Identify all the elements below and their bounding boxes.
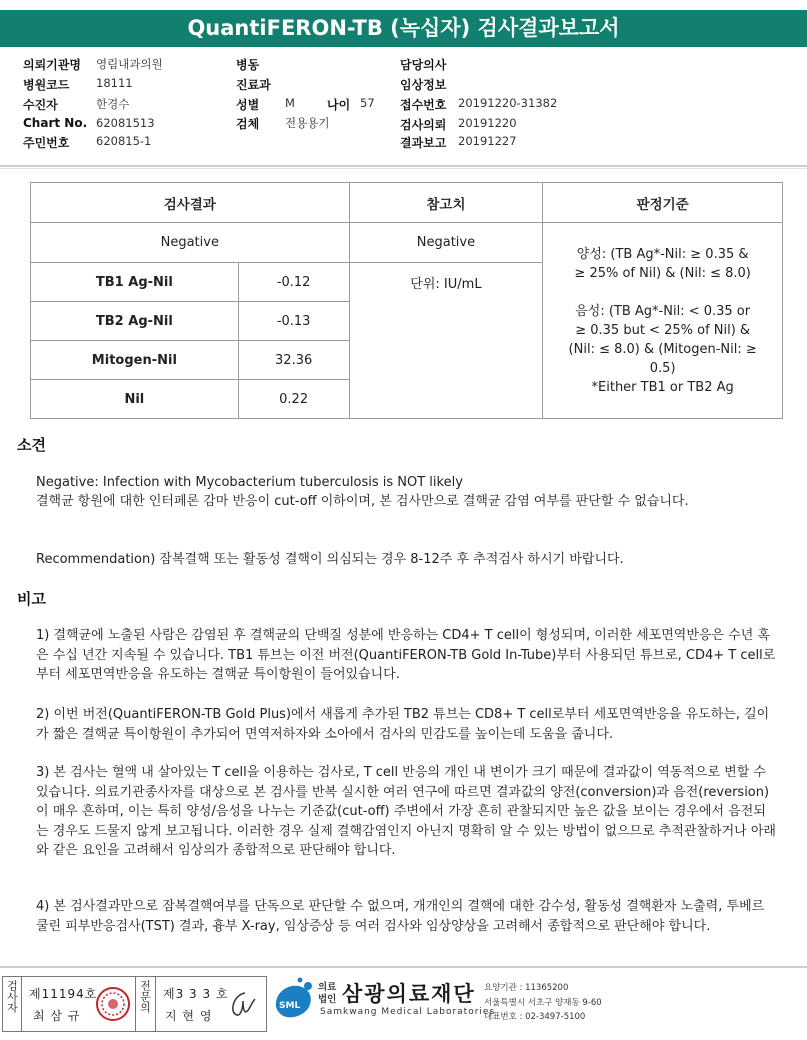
request-date-label: 검사의뢰	[400, 118, 447, 132]
overall-reference: Negative	[349, 223, 543, 263]
examiner-label	[3, 980, 21, 1016]
specimen-label: 검체	[236, 117, 260, 131]
hospital-label: 의뢰기관명	[23, 58, 81, 72]
reference-header: 참고치	[349, 183, 543, 223]
patient-label: 수진자	[23, 98, 58, 112]
org-prefix-2: 법인	[318, 994, 337, 1005]
specialist-label-text: 전문의	[138, 980, 152, 1013]
remark-paragraph-3: 3) 본 검사는 혈액 내 살아있는 T cell을 이용하는 검사로, T cell 반응의 개인 내 변이가 크기 때문에 결과값이 역동적으로 변할 수 있습니다. 의료기관종사자를 대상으로 본 검사를 반복 실시한 여러 연구에 따르면 결과값의 양전(conversion)과 음전(reversion)이 매우 흔하며, 이는 특히 양성/음성을 나누는 기준값(cut-off) 주변에서 가장 흔히 관찰되지만 높은 값을 보이는 경우에서 음전되는 경우도 드물지 않게 보고됩니다. 이러한 경우 실제 결핵감염인지 아닌지 명확히 알 수 있는 방법이 없으므로 추적관찰하거나 아래와 같은 요인을 고려해서 임상의가 종합적으로 판단해야 합니다.	[36, 765, 776, 858]
unit-label: 단위: IU/mL	[410, 277, 482, 292]
result-row-value: 32.36	[238, 341, 349, 380]
seal-icon	[95, 986, 131, 1022]
result-row-name: Nil	[31, 380, 239, 419]
criteria-cell	[543, 223, 783, 419]
receipt-no-value: 20191220-31382	[458, 96, 558, 110]
org-address: 서울특별시 서초구 양재동 9-60	[484, 998, 602, 1008]
chart-no-label: Chart No.	[23, 116, 88, 130]
request-date-value: 20191220	[458, 116, 517, 130]
ward-label: 병동	[236, 58, 260, 72]
sex-value: M	[285, 96, 295, 110]
receipt-no-label: 접수번호	[400, 98, 447, 112]
criteria-negative-line3: (Nil: ≤ 8.0) & (Mitogen-Nil: ≥	[568, 341, 757, 357]
findings-line1: Negative: Infection with Mycobacterium tuberculosis is NOT likely	[36, 475, 463, 490]
findings-line2: 결핵균 항원에 대한 인터페론 감마 반응이 cut-off 이하이며, 본 검사만으로 결핵균 감염 여부를 판단할 수 없습니다.	[36, 494, 689, 509]
remark-paragraph-2: 2) 이번 버전(QuantiFERON-TB Gold Plus)에서 새롭게 추가된 TB2 튜브는 CD8+ T cell로부터 세포면역반응을 유도하는, 길이가 짧은 결핵균 특이항원이 추가되어 면역저하자와 소아에서 검사의 민감도를 높이는데 도움을 줍니다.	[36, 707, 770, 742]
result-row-name: TB2 Ag-Nil	[31, 302, 239, 341]
specialist-license-no: 제3 3 3 호	[163, 987, 229, 1001]
org-phone: 대표번호 : 02-3497-5100	[484, 1012, 586, 1022]
hospital-code-label: 병원코드	[23, 78, 70, 92]
results-table	[30, 182, 783, 419]
signature-icon	[225, 987, 259, 1021]
resident-no-value: 620815-1	[96, 134, 152, 148]
hospital-code-value: 18111	[96, 76, 133, 90]
sex-label: 성별	[236, 98, 260, 112]
examiner-license-no: 제11194호	[29, 987, 98, 1001]
criteria-note: *Either TB1 or TB2 Ag	[591, 379, 734, 395]
overall-result: Negative	[31, 223, 350, 263]
sml-logo-icon	[270, 977, 316, 1027]
svg-text:SML: SML	[279, 1001, 301, 1011]
criteria-negative-line2: ≥ 0.35 but < 25% of Nil) &	[575, 322, 751, 338]
criteria-positive-line2: ≥ 25% of Nil) & (Nil: ≤ 8.0)	[574, 265, 751, 281]
result-header: 검사결과	[31, 183, 350, 223]
remark-paragraph-4: 4) 본 검사결과만으로 잠복결핵여부를 단독으로 판단할 수 없으며, 개개인의 결핵에 대한 감수성, 활동성 결핵환자 노출력, 투베르쿨린 피부반응검사(TST) 결과, 흉부 X-ray, 임상증상 등 여러 검사와 임상양상을 고려해서 종합적으로 판단해야 합니다.	[36, 899, 765, 934]
remark-paragraph-1: 1) 결핵균에 노출된 사람은 감염된 후 결핵균의 단백질 성분에 반응하는 CD4+ T cell이 형성되며, 이러한 세포면역반응은 수년 혹은 수십 년간 지속될 수 있습니다. TB1 튜브는 이전 버전(QuantiFERON-TB Gold In-Tube)부터 사용되던 튜브로, CD4+ T cell로부터 세포면역반응을 유도하는 결핵균 특이항원이 들어있습니다.	[36, 628, 776, 682]
result-row-value: -0.13	[238, 302, 349, 341]
specialist-label	[136, 980, 154, 1016]
criteria-negative-line4: 0.5)	[649, 360, 676, 376]
specimen-value: 전용용기	[285, 116, 330, 130]
patient-info-panel	[0, 47, 807, 167]
criteria-positive-line1: 양성: (TB Ag*-Nil: ≥ 0.35 &	[576, 246, 749, 262]
specialist-name: 지 현 영	[165, 1009, 213, 1023]
signature-box	[2, 976, 267, 1032]
org-name: 삼광의료재단	[342, 982, 476, 1006]
hospital-value: 영림내과의원	[96, 57, 163, 71]
examiner-label-text: 검사자	[5, 980, 19, 1013]
report-date-value: 20191227	[458, 134, 517, 148]
age-value: 57	[360, 96, 375, 110]
result-row-value: -0.12	[238, 263, 349, 302]
findings-recommendation: Recommendation) 잠복결핵 또는 활동성 결핵이 의심되는 경우 8-12주 후 추적검사 하시기 바랍니다.	[36, 552, 624, 567]
findings-title: 소견	[17, 436, 46, 454]
department-label: 진료과	[236, 78, 271, 92]
unit-cell	[349, 263, 543, 419]
resident-no-label: 주민번호	[23, 136, 70, 150]
result-row-name: TB1 Ag-Nil	[31, 263, 239, 302]
age-label: 나이	[327, 98, 351, 112]
criteria-header: 판정기준	[543, 183, 783, 223]
clinical-info-label: 임상정보	[400, 78, 447, 92]
institution-code: 요양기관 : 11365200	[484, 983, 569, 993]
chart-no-value: 62081513	[96, 116, 155, 130]
divider	[0, 168, 807, 169]
report-date-label: 결과보고	[400, 136, 447, 150]
org-english-name: Samkwang Medical Laboratories	[320, 1007, 496, 1017]
footer-divider	[0, 966, 807, 968]
criteria-negative-line1: 음성: (TB Ag*-Nil: < 0.35 or	[575, 303, 751, 319]
result-row-value: 0.22	[238, 380, 349, 419]
remarks-title: 비고	[17, 590, 46, 608]
report-title: QuantiFERON-TB (녹십자) 검사결과보고서	[0, 10, 807, 47]
doctor-label: 담당의사	[400, 58, 447, 72]
patient-value: 한경수	[96, 97, 130, 111]
result-row-name: Mitogen-Nil	[31, 341, 239, 380]
org-prefix-1: 의료	[318, 982, 337, 993]
examiner-name: 최 삼 규	[33, 1009, 81, 1023]
